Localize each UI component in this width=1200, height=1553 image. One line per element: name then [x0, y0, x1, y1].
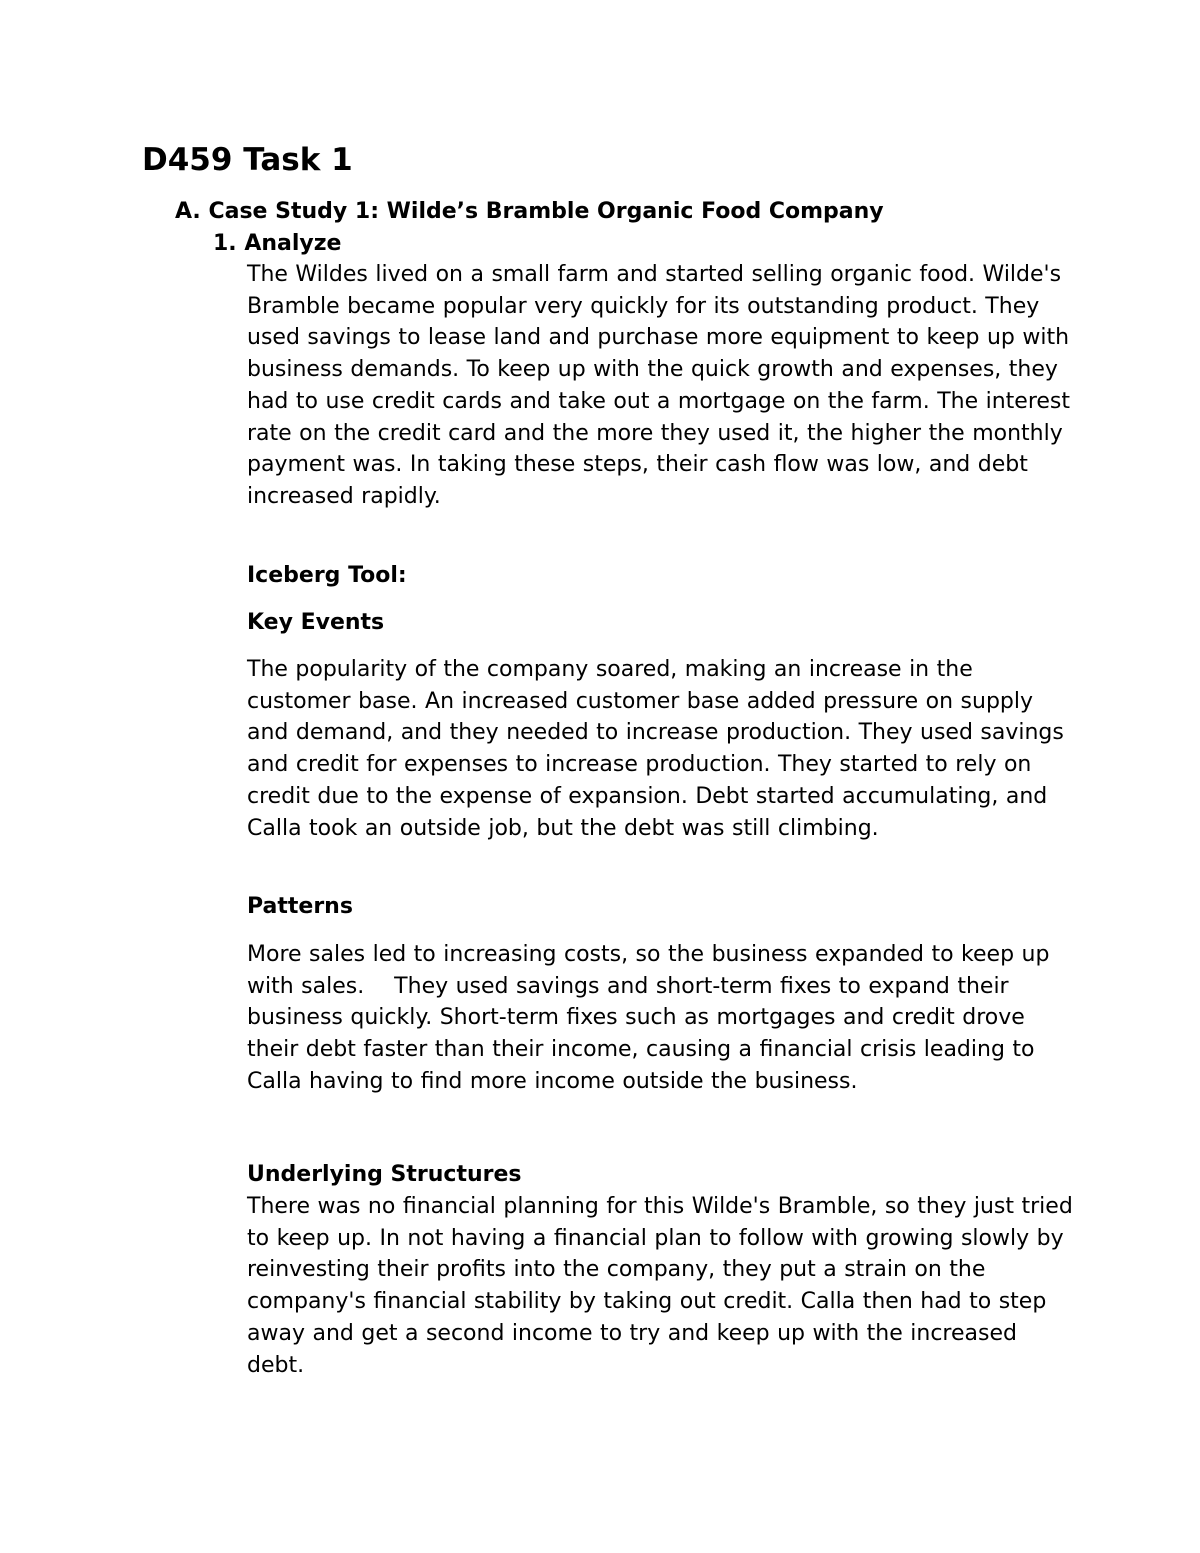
key-events-block [247, 654, 1077, 844]
iceberg-tool-label: Iceberg Tool: [247, 563, 407, 588]
patterns-block [247, 939, 1077, 1098]
patterns-paragraph: More sales led to increasing costs, so the business expanded to keep up with sales. They used savings and short-term fixes to expand their business quickly. Short-term fixes such as mortgages and credit drove their debt faster than their income, causing a financial crisis leading to Calla having to find more income outside the business. [247, 942, 1057, 1094]
underlying-structures-paragraph: There was no financial planning for this Wilde's Bramble, so they just tried to keep up. In not having a financial plan to follow with growing slowly by reinvesting their profits into the company, they put a strain on the company's financial stability by taking out credit. Calla then had to step away and get a second income to try and keep up with the increased debt. [247, 1194, 1073, 1378]
intro-paragraph-block [247, 259, 1077, 513]
patterns-heading: Patterns [247, 894, 353, 919]
document-title: D459 Task 1 [142, 142, 353, 178]
subsection-heading: 1. Analyze [213, 231, 342, 256]
key-events-heading: Key Events [247, 610, 385, 635]
key-events-paragraph: The popularity of the company soared, making an increase in the customer base. An increased customer base added pressure on supply and demand, and they needed to increase production. They used savings and credit for expenses to increase production. They started to rely on credit due to the expense of expansion. Debt started accumulating, and Calla took an outside job, but the debt was still climbing. [247, 657, 1064, 841]
underlying-structures-heading: Underlying Structures [247, 1162, 522, 1187]
intro-paragraph: The Wildes lived on a small farm and started selling organic food. Wilde's Bramble became popular very quickly for its outstanding product. They used savings to lease land and purchase more equipment to keep up with business demands. To keep up with the quick growth and expenses, they had to use credit cards and take out a mortgage on the farm. The interest rate on the credit card and the more they used it, the higher the monthly payment was. In taking these steps, their cash flow was low, and debt increased rapidly. [247, 262, 1071, 509]
section-heading: A. Case Study 1: Wilde’s Bramble Organic Food Company [175, 199, 884, 224]
underlying-structures-block [247, 1191, 1077, 1381]
